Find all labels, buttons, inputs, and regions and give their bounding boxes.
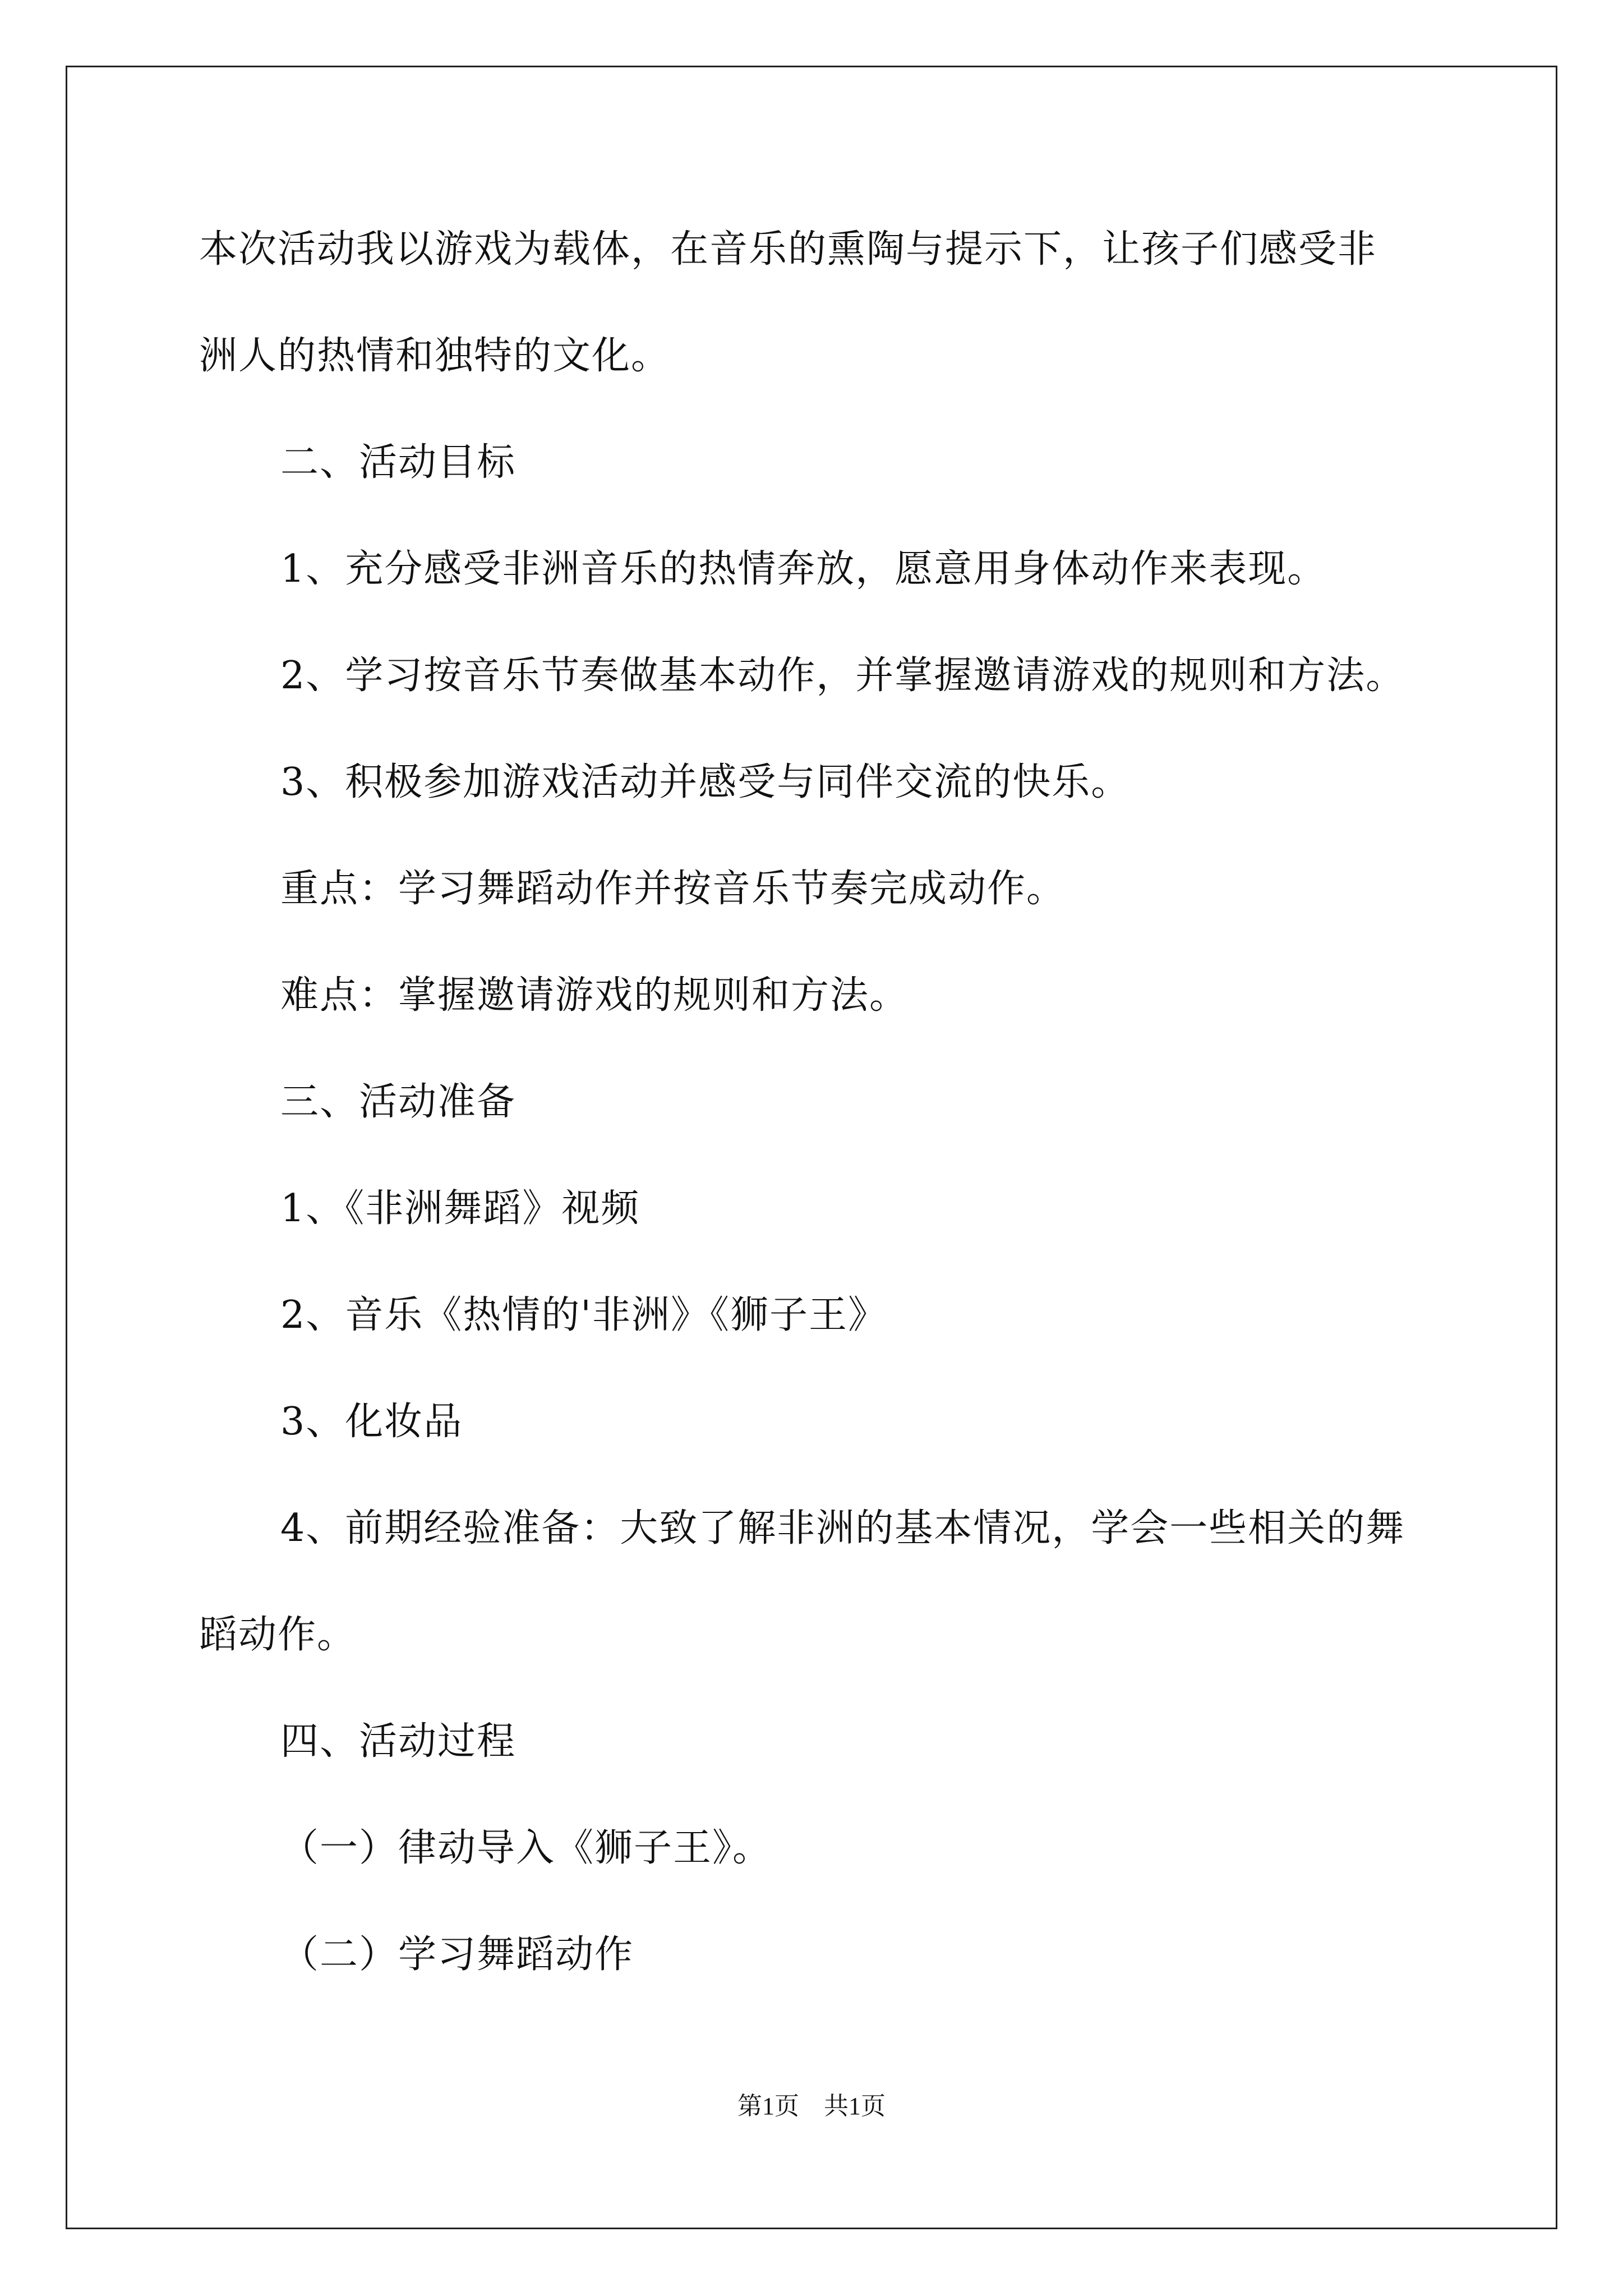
subsection-heading: （一）律动导入《狮子王》。 [280, 1826, 772, 1870]
paragraph-line: 本次活动我以游戏为载体，在音乐的熏陶与提示下，让孩子们感受非 [199, 227, 1377, 272]
list-item: 1、充分感受非洲音乐的热情奔放，愿意用身体动作来表现。 [280, 547, 1327, 591]
list-item: 2、音乐《热情的'非洲》《狮子王》 [280, 1293, 887, 1337]
section-heading: 三、活动准备 [280, 1080, 517, 1124]
list-item: 3、积极参加游戏活动并感受与同伴交流的快乐。 [280, 760, 1131, 804]
key-point: 重点：学习舞蹈动作并按音乐节奏完成动作。 [280, 867, 1066, 911]
list-item: 3、化妆品 [280, 1400, 463, 1444]
list-item: 1、《非洲舞蹈》视频 [280, 1186, 640, 1231]
section-heading: 四、活动过程 [280, 1719, 517, 1764]
page-border [66, 66, 1557, 2229]
paragraph-line: 洲人的热情和独特的文化。 [199, 334, 671, 378]
list-item: 4、前期经验准备：大致了解非洲的基本情况，学会一些相关的舞 [280, 1506, 1405, 1550]
section-heading: 二、活动目标 [280, 440, 517, 485]
paragraph-line: 蹈动作。 [199, 1613, 357, 1657]
list-item: 2、学习按音乐节奏做基本动作，并掌握邀请游戏的规则和方法。 [280, 654, 1405, 698]
subsection-heading: （二）学习舞蹈动作 [280, 1932, 634, 1977]
page-footer: 第1页 共1页 [737, 2092, 886, 2120]
difficult-point: 难点：掌握邀请游戏的规则和方法。 [280, 973, 909, 1018]
